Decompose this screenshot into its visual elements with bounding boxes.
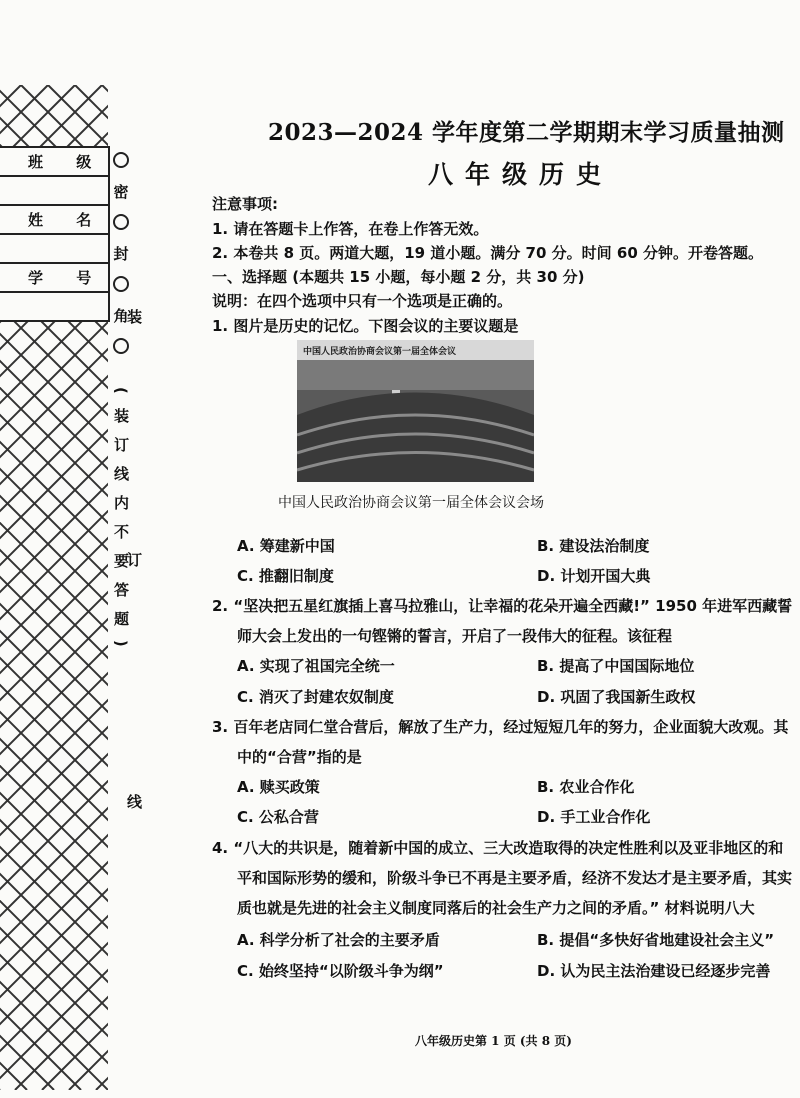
circle-icon <box>113 152 129 168</box>
exam-subtitle: 八年级历史 <box>428 160 614 189</box>
seal-text-jiao: 角 <box>113 307 129 325</box>
circle-icon <box>113 214 129 230</box>
page-footer: 八年级历史第 1 页 (共 8 页) <box>415 1034 572 1048</box>
photo-banner: 中国人民政治协商会议第一届全体会议 <box>303 347 457 357</box>
notes-item-2: 2. 本卷共 8 页。两道大题，19 道小题。满分 70 分。时间 60 分钟。开卷答题。 <box>212 244 763 262</box>
notes-heading: 注意事项: <box>212 195 278 213</box>
photo-caption: 中国人民政治协商会议第一届全体会议会场 <box>278 495 544 511</box>
seal-column <box>113 152 129 661</box>
binding-label-xian: 线 <box>127 793 143 811</box>
q4-option-b: B. 提倡“多快好省地建设社会主义” <box>537 931 775 949</box>
question-4-stem-line-2: 平和国际形势的缓和，阶级斗争已不再是主要矛盾，经济不发达才是主要矛盾，其实 <box>237 869 793 887</box>
name-field[interactable] <box>0 235 108 264</box>
q4-option-d: D. 认为民主法治建设已经逐步完善 <box>537 962 771 980</box>
notes-item-1: 1. 请在答题卡上作答，在卷上作答无效。 <box>212 220 489 238</box>
conference-photo <box>297 340 534 482</box>
student-info-table <box>0 146 110 322</box>
binding-notice: (装订线内不要答题) <box>112 387 130 661</box>
q1-option-a: A. 筹建新中国 <box>237 537 335 555</box>
q2-option-b: B. 提高了中国国际地位 <box>537 657 695 675</box>
seal-text-feng: 封 <box>113 245 129 263</box>
q3-option-d: D. 手工业合作化 <box>537 808 651 826</box>
q1-option-c: C. 推翻旧制度 <box>237 567 334 585</box>
binding-margin <box>0 0 150 1098</box>
q2-option-d: D. 巩固了我国新生政权 <box>537 688 696 706</box>
question-2-stem-line-1: 2. “坚决把五星红旗插上喜马拉雅山，让幸福的花朵开遍全西藏!” 1950 年进军西藏誓 <box>212 597 793 615</box>
question-4-stem-line-3: 质也就是先进的社会主义制度同落后的社会生产力之间的矛盾。” 材料说明八大 <box>237 899 755 917</box>
name-field-label: 姓 名 <box>0 206 108 235</box>
question-3-stem-line-2: 中的“合营”指的是 <box>237 748 362 766</box>
question-1-stem: 1. 图片是历史的记忆。下图会议的主要议题是 <box>212 317 519 335</box>
q2-option-c: C. 消灭了封建农奴制度 <box>237 688 394 706</box>
class-field[interactable] <box>0 177 108 206</box>
seal-text-mi: 密 <box>113 183 129 201</box>
question-3-stem-line-1: 3. 百年老店同仁堂合营后，解放了生产力，经过短短几年的努力，企业面貌大改观。其 <box>212 718 789 736</box>
circle-icon <box>113 276 129 292</box>
q3-option-b: B. 农业合作化 <box>537 778 635 796</box>
q4-option-c: C. 始终坚持“以阶级斗争为纲” <box>237 962 444 980</box>
question-4-stem-line-1: 4. “八大的共识是，随着新中国的成立、三大改造取得的决定性胜利以及亚非地区的和 <box>212 839 784 857</box>
section-instruction: 说明：在四个选项中只有一个选项是正确的。 <box>212 292 513 310</box>
question-2-stem-line-2: 师大会上发出的一句铿锵的誓言，开启了一段伟大的征程。该征程 <box>237 627 673 645</box>
binding-label-ding: 订 <box>127 551 143 569</box>
section-heading: 一、选择题 (本题共 15 小题，每小题 2 分，共 30 分) <box>212 268 585 286</box>
q1-option-b: B. 建设法治制度 <box>537 537 650 555</box>
conference-hall-image <box>297 340 534 482</box>
student-number-field-label: 学 号 <box>0 264 108 293</box>
q3-option-c: C. 公私合营 <box>237 808 319 826</box>
student-number-field[interactable] <box>0 293 108 322</box>
circle-icon <box>113 338 129 354</box>
q1-option-d: D. 计划开国大典 <box>537 567 651 585</box>
exam-title: 2023—2024 学年度第二学期期末学习质量抽测 <box>268 119 785 146</box>
q3-option-a: A. 赎买政策 <box>237 778 320 796</box>
q2-option-a: A. 实现了祖国完全统一 <box>237 657 395 675</box>
class-field-label: 班 级 <box>0 148 108 177</box>
binding-label-zhuang: 装 <box>127 308 143 326</box>
q4-option-a: A. 科学分析了社会的主要矛盾 <box>237 931 440 949</box>
